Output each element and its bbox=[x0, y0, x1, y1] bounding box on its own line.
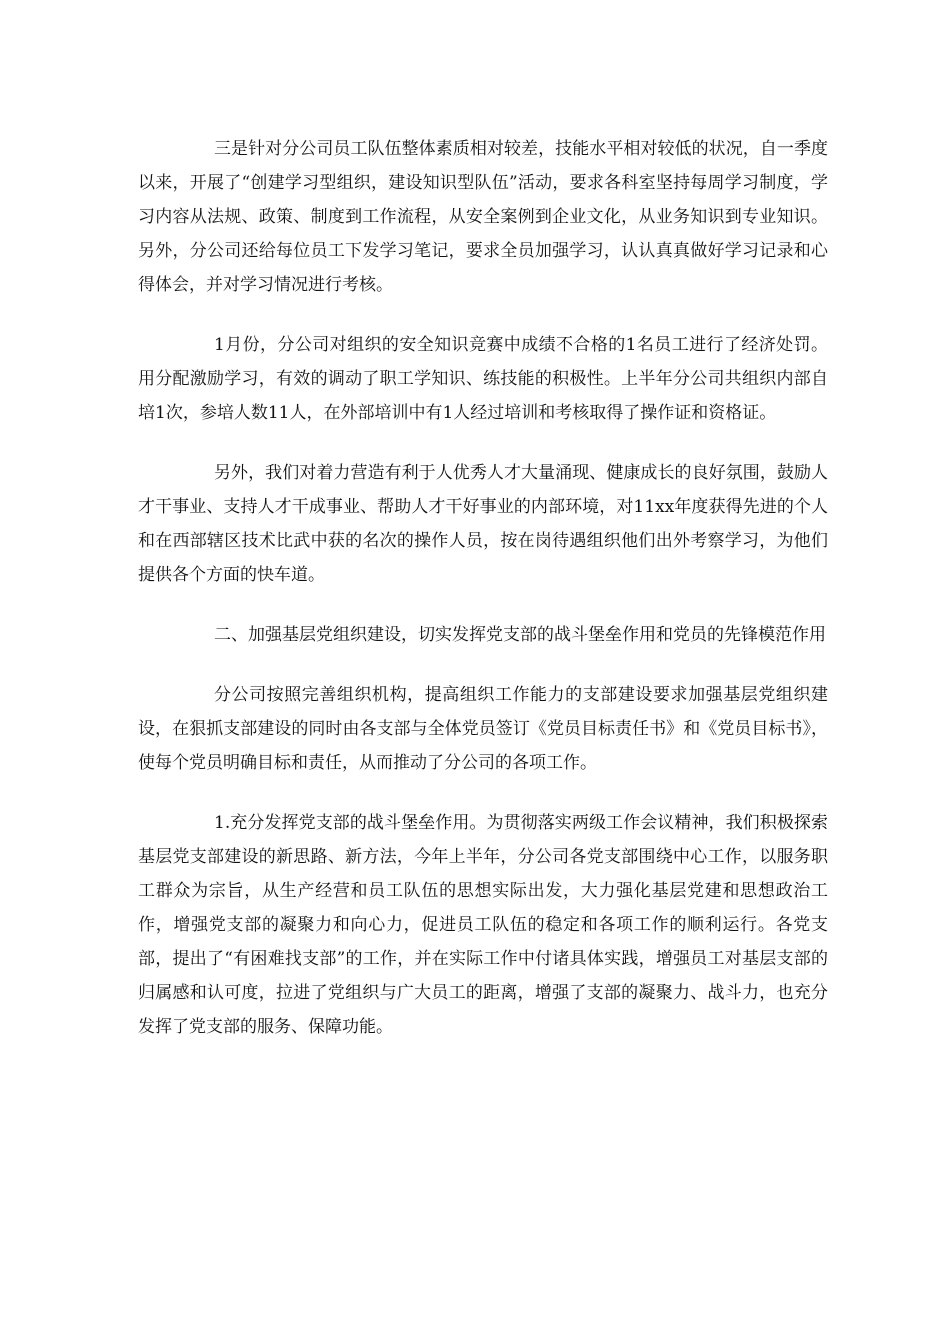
paragraph-branch-role: 1.充分发挥党支部的战斗堡垒作用。为贯彻落实两级工作会议精神，我们积极探索基层党支部建设的新思路、新方法，今年上半年，分公司各党支部围绕中心工作，以服务职工群众为宗旨，从生产经营和员工队伍的思想实际出发，大力强化基层党建和思想政治工作，增强党支部的凝聚力和向心力，促进员工队伍的稳定和各项工作的顺利运行。各党支部，提出了“有困难找支部”的工作，并在实际工作中付诸具体实践，增强员工对基层支部的归属感和认可度，拉进了党组织与广大员工的距离，增强了支部的凝聚力、战斗力，也充分发挥了党支部的服务、保障功能。 bbox=[138, 813, 828, 1037]
document-page bbox=[138, 132, 828, 1070]
paragraph-study-organization: 三是针对分公司员工队伍整体素质相对较差，技能水平相对较低的状况，自一季度以来，开展了“创建学习型组织，建设知识型队伍”活动，要求各科室坚持每周学习制度，学习内容从法规、政策、制度到工作流程，从安全案例到企业文化，从业务知识到专业知识。另外，分公司还给每位员工下发学习笔记，要求全员加强学习，认认真真做好学习记录和心得体会，并对学习情况进行考核。 bbox=[138, 139, 828, 295]
paragraph-talent-environment: 另外，我们对着力营造有利于人优秀人才大量涌现、健康成长的良好氛围，鼓励人才干事业、支持人才干成事业、帮助人才干好事业的内部环境，对11xx年度获得先进的个人和在西部辖区技术比武中获的名次的操作人员，按在岗待遇组织他们出外考察学习，为他们提供各个方面的快车道。 bbox=[138, 463, 828, 585]
section-heading-party-building: 二、加强基层党组织建设，切实发挥党支部的战斗堡垒作用和党员的先锋模范作用 bbox=[214, 625, 826, 645]
paragraph-training-results: 1月份，分公司对组织的安全知识竞赛中成绩不合格的1名员工进行了经济处罚。用分配激励学习，有效的调动了职工学知识、练技能的积极性。上半年分公司共组织内部自培1次，参培人数11人，在外部培训中有1人经过培训和考核取得了操作证和资格证。 bbox=[138, 335, 828, 423]
paragraph-branch-construction: 分公司按照完善组织机构，提高组织工作能力的支部建设要求加强基层党组织建设，在狠抓支部建设的同时由各支部与全体党员签订《党员目标责任书》和《党员目标书》，使每个党员明确目标和责任，从而推动了分公司的各项工作。 bbox=[138, 685, 828, 773]
